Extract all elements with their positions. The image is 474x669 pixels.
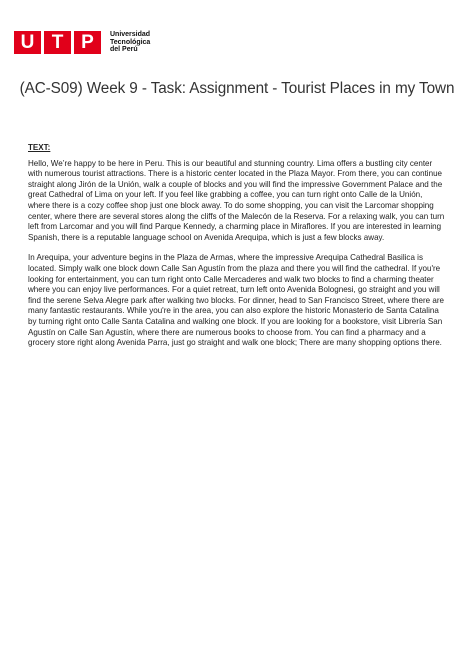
logo-letter-t: T <box>44 31 71 54</box>
paragraph-arequipa: In Arequipa, your adventure begins in the Plaza de Armas, where the impressive Arequipa Cathedral Basilica is located. Simply walk one block down Calle San Agustín from the plaza and there you will find the cathedral. If you're looking for entertainment, you can turn right onto Calle Mercaderes and walk two blocks to find a charming theater where you can enjoy live performances. For a quiet retreat, turn left onto Avenida Bolognesi, go straight and you will find the serene Selva Alegre park after walking two blocks. For dinner, head to San Francisco Street, where there are many fantastic restaurants. While you're in the area, you can also explore the historic Monasterio de Santa Catalina by turning right onto Calle Santa Catalina and walking one block. If you are looking for a bookstore, visit Librería San Agustín on Calle San Agustín, where there are numerous books to choose from. You can find a pharmacy and a grocery store right along Avenida Parra, just go straight and walk one block; There are many shopping options there. <box>28 253 444 348</box>
university-name-line-2: Tecnológica <box>110 38 151 46</box>
section-label: TEXT: <box>28 143 51 152</box>
logo-letters <box>14 31 104 54</box>
university-name-line-3: del Perú <box>110 46 138 54</box>
logo-letter-u: U <box>14 31 41 54</box>
document-body <box>28 143 446 359</box>
university-name <box>110 31 150 54</box>
paragraph-lima: Hello, We’re happy to be here in Peru. This is our beautiful and stunning country. Lima offers a bustling city center with numerous tourist attractions. There is a historic center located in the Plaza Mayor. From there, you can continue straight along Jirón de la Unión, walk a couple of blocks and you will find the impressive Government Palace and the great Cathedral of Lima on your left. If you feel like grabbing a coffee, you can turn right onto Calle de la Unión, where there is a cozy coffee shop just one block away. To do some shopping, you can visit the Larcomar shopping center, where there are several stores along the cliffs of the Malecón de la Reserva. For a relaxing walk, you can turn left from Larcomar and you will find Parque Kennedy, a charming place in Miraflores. If you are interested in learning Spanish, there is a reputable language school on Avenida Arequipa, which is just a few blocks away. <box>28 158 445 242</box>
utp-logo <box>14 31 150 54</box>
logo-letter-p: P <box>74 31 101 54</box>
university-name-line-1: Universidad <box>110 31 151 39</box>
document-title: (AC-S09) Week 9 - Task: Assignment - Tourist Places in my Town <box>19 80 455 97</box>
